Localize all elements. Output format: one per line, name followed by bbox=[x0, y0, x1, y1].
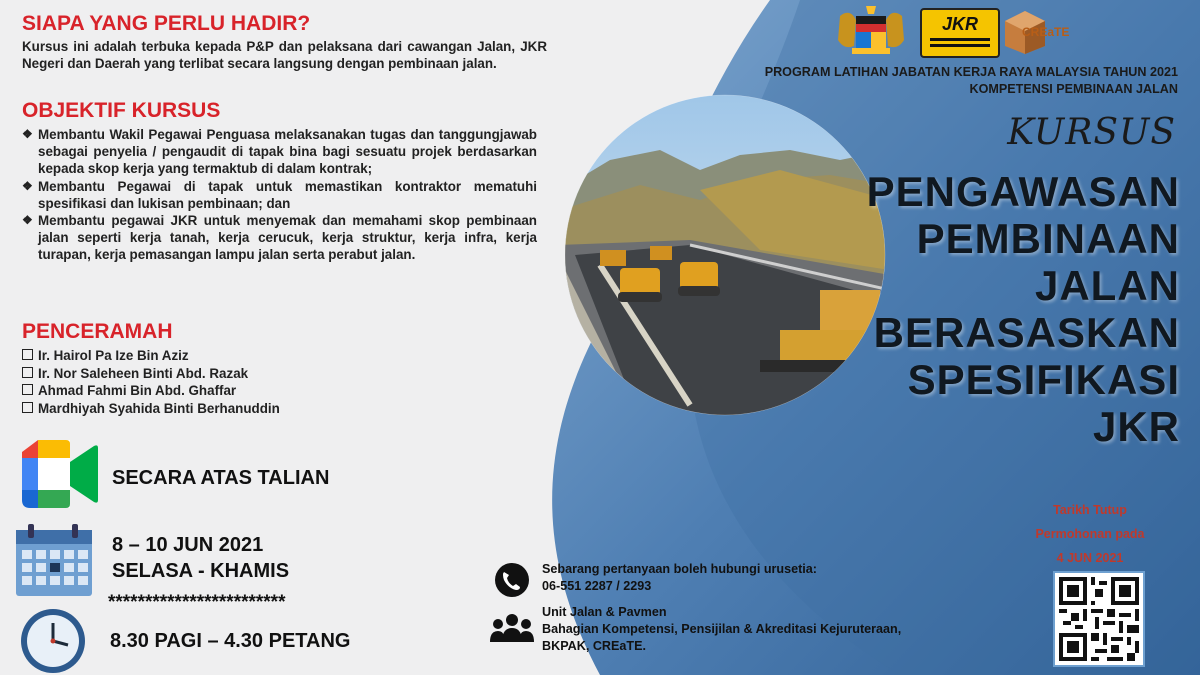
course-title bbox=[760, 168, 1180, 450]
group-icon bbox=[490, 610, 534, 644]
checkbox-bullet-icon bbox=[22, 384, 33, 395]
contact-unit: Unit Jalan & Pavmen bbox=[542, 605, 667, 619]
malaysia-coat-of-arms-logo bbox=[830, 6, 912, 56]
mode-label: SECARA ATAS TALIAN bbox=[112, 467, 330, 489]
date-range: 8 – 10 JUN 2021 bbox=[112, 534, 264, 556]
create-logo-text: CREaTE bbox=[1022, 25, 1070, 39]
course-title-line: SPESIFIKASI bbox=[907, 356, 1180, 403]
speakers-section bbox=[22, 320, 352, 417]
deadline-line-1: Tarikh Tutup bbox=[1053, 503, 1127, 517]
google-meet-icon bbox=[18, 440, 98, 508]
clock-icon bbox=[16, 605, 90, 675]
date-days: SELASA - KHAMIS bbox=[112, 560, 290, 582]
qr-code[interactable] bbox=[1053, 571, 1145, 667]
program-header bbox=[640, 64, 1178, 98]
attendees-section bbox=[22, 12, 547, 72]
deadline-line-2: Permohonan pada bbox=[1035, 527, 1145, 541]
contact-phone[interactable]: 06-551 2287 / 2293 bbox=[542, 579, 652, 593]
date-divider: ************************ bbox=[108, 592, 286, 613]
contact-block bbox=[542, 561, 942, 595]
course-kicker: KURSUS bbox=[1007, 112, 1176, 153]
course-title-line: BERASASKAN bbox=[873, 309, 1180, 356]
contact-line-1: Sebarang pertanyaan boleh hubungi urusetia: bbox=[542, 562, 818, 576]
course-title-line: PEMBINAAN bbox=[916, 215, 1180, 262]
objective-item: ❖ Membantu Wakil Pegawai Penguasa melaksanakan tugas dan tanggungjawab sebagai penyelia / pengaudit di tapak bina bagi sesuatu projek berdasarkan kepada skop kerja yang termaktub di dalam kontrak; bbox=[22, 127, 537, 177]
diamond-bullet-icon: ❖ bbox=[22, 178, 33, 193]
objectives-list bbox=[22, 126, 537, 264]
checkbox-bullet-icon bbox=[22, 349, 33, 360]
speaker-item: Ir. Hairol Pa Ize Bin Aziz bbox=[22, 347, 352, 365]
unit-block bbox=[542, 604, 1002, 655]
course-title-line: JKR bbox=[1092, 403, 1180, 450]
checkbox-bullet-icon bbox=[22, 367, 33, 378]
phone-icon bbox=[492, 562, 532, 598]
time-range: 8.30 PAGI – 4.30 PETANG bbox=[110, 630, 351, 652]
speaker-item: Ahmad Fahmi Bin Abd. Ghaffar bbox=[22, 382, 352, 400]
speakers-list bbox=[22, 347, 352, 417]
contact-org: BKPAK, CREaTE. bbox=[542, 639, 647, 653]
contact-division: Bahagian Kompetensi, Pensijilan & Akreditasi Kejuruteraan, bbox=[542, 622, 902, 636]
course-title-line: JALAN bbox=[1034, 262, 1180, 309]
jkr-logo: JKR bbox=[920, 8, 1000, 58]
deadline-date: 4 JUN 2021 bbox=[1056, 551, 1124, 565]
speakers-heading: PENCERAMAH bbox=[22, 320, 173, 343]
objective-item: ❖ Membantu Pegawai di tapak untuk memastikan kontraktor mematuhi spesifikasi dan lukisan pembinaan; dan bbox=[22, 178, 537, 211]
speaker-item: Ir. Nor Saleheen Binti Abd. Razak bbox=[22, 365, 352, 383]
program-line-2: KOMPETENSI PEMBINAAN JALAN bbox=[969, 82, 1178, 96]
objectives-heading: OBJEKTIF KURSUS bbox=[22, 99, 221, 122]
diamond-bullet-icon: ❖ bbox=[22, 127, 33, 141]
calendar-icon bbox=[14, 522, 94, 598]
checkbox-bullet-icon bbox=[22, 402, 33, 413]
attendees-heading: SIAPA YANG PERLU HADIR? bbox=[22, 12, 311, 35]
speaker-item: Mardhiyah Syahida Binti Berhanuddin bbox=[22, 400, 352, 418]
program-line-1: PROGRAM LATIHAN JABATAN KERJA RAYA MALAYSIA TAHUN 2021 bbox=[764, 65, 1178, 79]
diamond-bullet-icon: ❖ bbox=[22, 213, 33, 228]
objective-item: ❖ Membantu pegawai JKR untuk menyemak dan memahami skop pembinaan jalan seperti kerja tanah, kerja cerucuk, kerja struktur, kerja infra, kerja turapan, kerja pemasangan lampu jalan serta perabut jalan. bbox=[22, 213, 537, 263]
objectives-section bbox=[22, 99, 537, 264]
deadline-block bbox=[1010, 498, 1170, 570]
course-title-line: PENGAWASAN bbox=[866, 168, 1180, 215]
attendees-text: Kursus ini adalah terbuka kepada P&P dan pelaksana dari cawangan Jalan, JKR Negeri dan Daerah yang terlibat secara langsung dengan pembinaan jalan. bbox=[22, 39, 547, 72]
qr-code-icon bbox=[1055, 573, 1143, 665]
